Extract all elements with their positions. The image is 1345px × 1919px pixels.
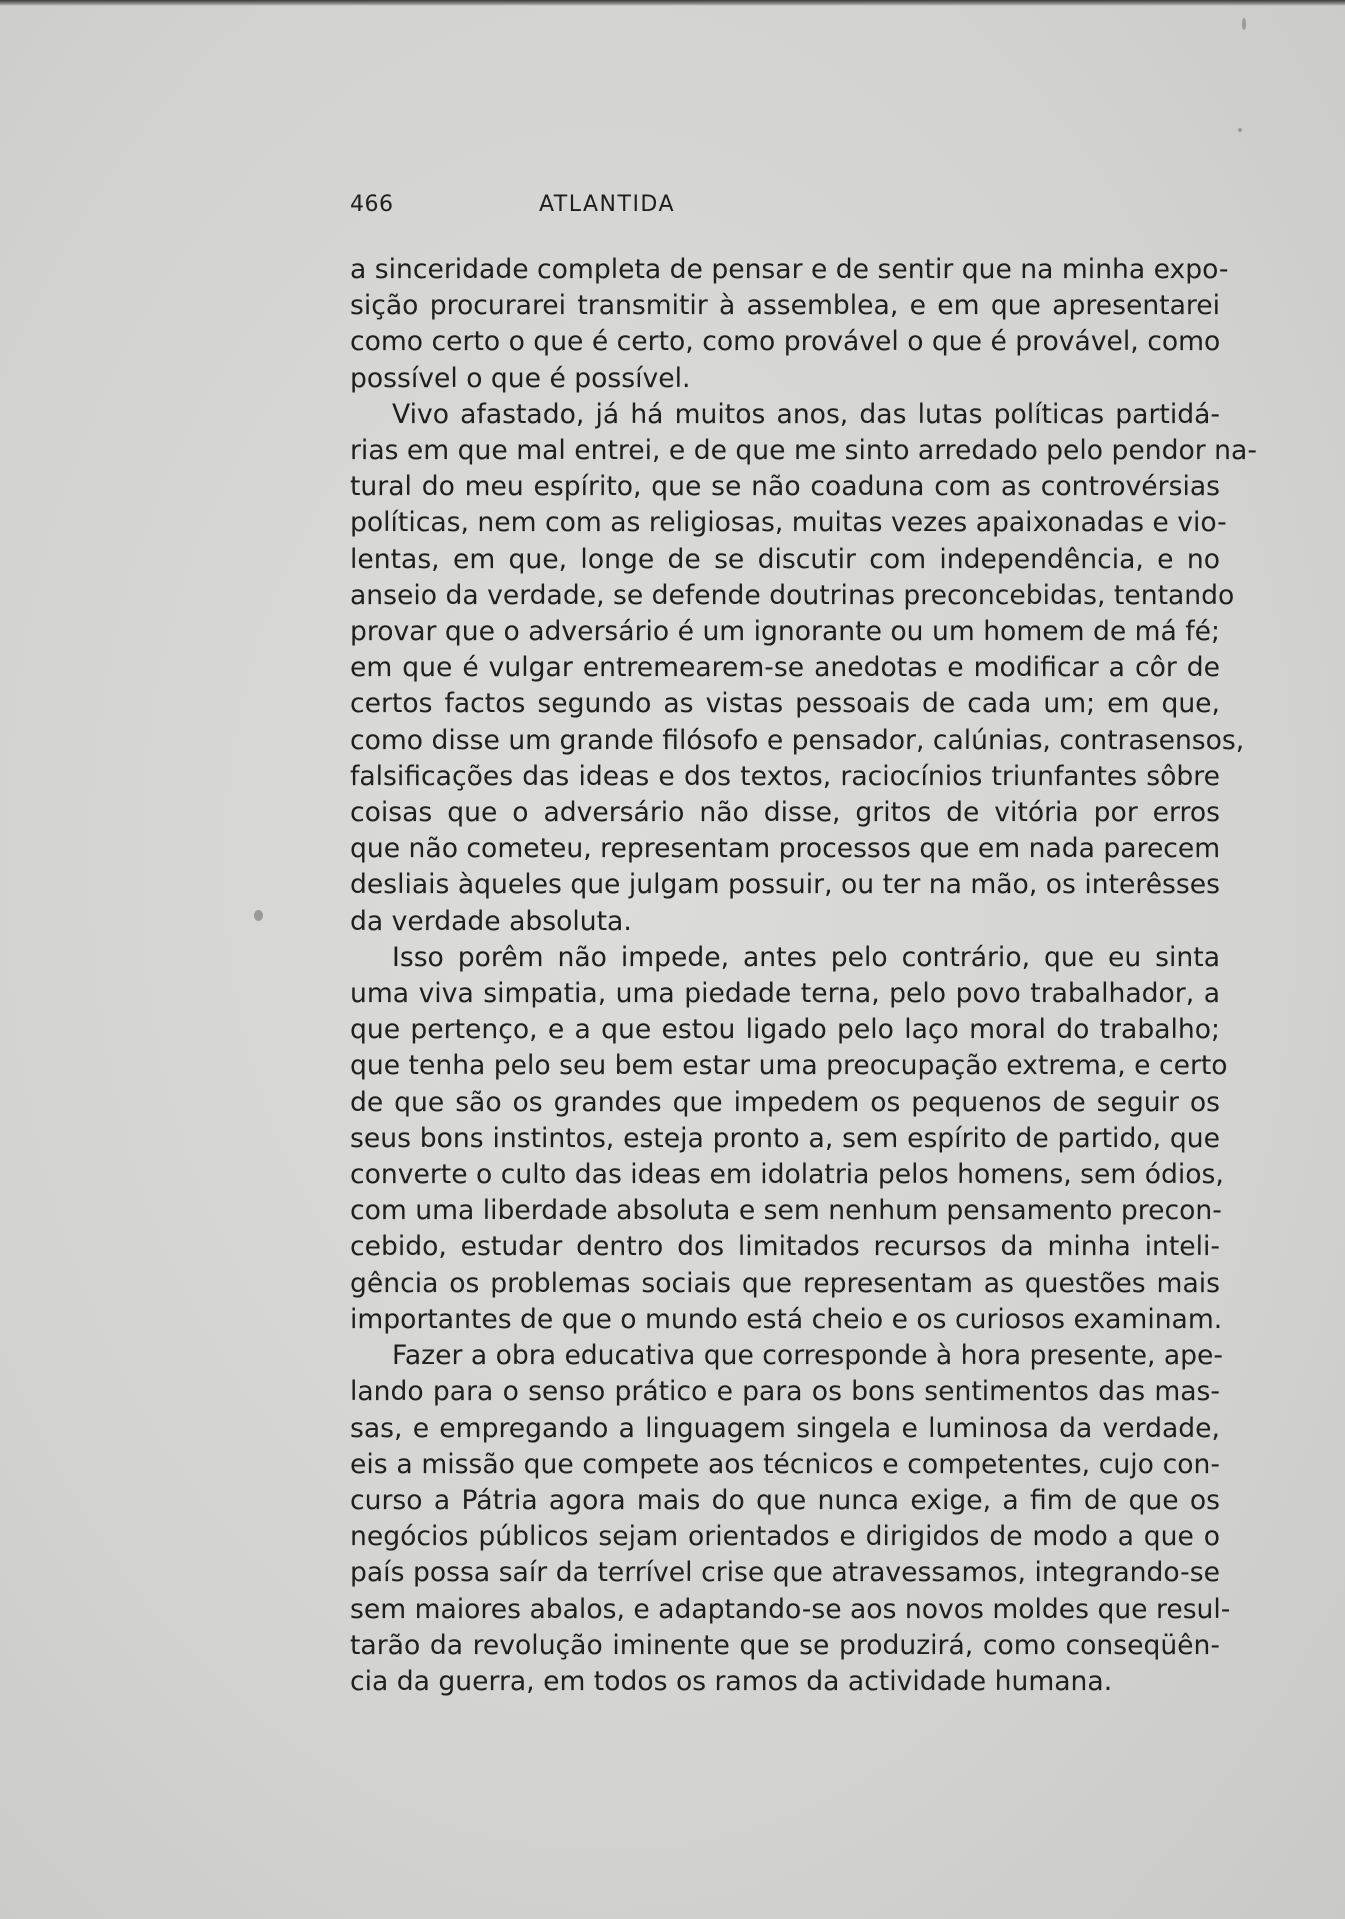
text-line: anseio da verdade, se defende doutrinas preconcebidas, tentando (350, 579, 1235, 611)
text-line: curso a Pátria agora mais do que nunca exige, a fim de que os (350, 1484, 1220, 1516)
text-line: Vivo afastado, já há muitos anos, das lutas políticas partidá- (392, 398, 1220, 430)
ink-speck (1238, 128, 1242, 132)
text-line: sas, e empregando a linguagem singela e luminosa da verdade, (350, 1412, 1220, 1444)
page-number: 466 (350, 192, 394, 217)
running-title: ATLANTIDA (538, 192, 676, 217)
text-line: tural do meu espírito, que se não coaduna com as controvérsias (350, 471, 1220, 503)
text-line: que tenha pelo seu bem estar uma preocupação extrema, e certo (350, 1050, 1228, 1082)
paragraph (350, 940, 1228, 1338)
ink-speck (1242, 18, 1246, 30)
text-line: em que é vulgar entremearem-se anedotas e modificar a côr de (350, 652, 1220, 684)
text-line: a sinceridade completa de pensar e de sentir que na minha expo- (350, 254, 1229, 285)
body-text (350, 252, 1257, 1700)
paragraph (350, 397, 1257, 940)
text-line: que pertenço, e a que estou ligado pelo laço moral do trabalho; (350, 1014, 1220, 1046)
text-line: da verdade absoluta. (350, 905, 632, 937)
text-line: coisas que o adversário não disse, gritos de vitória por erros (350, 797, 1220, 829)
text-line: cebido, estudar dentro dos limitados recursos da minha inteli- (350, 1231, 1220, 1263)
text-line: converte o culto das ideas em idolatria pelos homens, sem ódios, (350, 1159, 1224, 1191)
text-line: gência os problemas sociais que representam as questões mais (350, 1267, 1220, 1299)
text-line: Isso porêm não impede, antes pelo contrário, que eu sinta (392, 941, 1220, 973)
text-line: tarão da revolução iminente que se produzirá, como conseqüên- (350, 1629, 1220, 1661)
text-line: de que são os grandes que impedem os pequenos de seguir os (350, 1086, 1220, 1118)
text-line: como certo o que é certo, como provável o que é provável, como (350, 326, 1221, 358)
text-line: com uma liberdade absoluta e sem nenhum pensamento precon- (350, 1195, 1222, 1227)
text-line: possível o que é possível. (350, 362, 691, 394)
text-line: sem maiores abalos, e adaptando-se aos novos moldes que resul- (350, 1593, 1231, 1625)
text-line: eis a missão que compete aos técnicos e competentes, cujo con- (350, 1448, 1220, 1480)
text-line: Fazer a obra educativa que corresponde à hora presente, ape- (392, 1340, 1223, 1372)
text-line: falsificações das ideas e dos textos, raciocínios triunfantes sôbre (350, 760, 1220, 792)
text-line: sição procurarei transmitir à assemblea, e em que apresentarei (350, 290, 1220, 322)
text-line: certos factos segundo as vistas pessoais de cada um; em que, (350, 688, 1220, 720)
ink-speck (254, 910, 263, 921)
text-line: uma viva simpatia, uma piedade terna, pelo povo trabalhador, a (350, 978, 1220, 1010)
text-line: negócios públicos sejam orientados e dirigidos de modo a que o (350, 1521, 1220, 1553)
text-line: seus bons instintos, esteja pronto a, sem espírito de partido, que (350, 1122, 1220, 1154)
text-line: como disse um grande filósofo e pensador, calúnias, contrasensos, (350, 724, 1245, 756)
text-line: políticas, nem com as religiosas, muitas vezes apaixonadas e vio- (350, 507, 1227, 539)
text-line: que não cometeu, representam processos que em nada parecem (350, 833, 1221, 865)
text-line: desliais àqueles que julgam possuir, ou ter na mão, os interêsses (350, 869, 1220, 901)
page-header (350, 188, 864, 222)
text-line: rias em que mal entrei, e de que me sinto arredado pelo pendor na- (350, 435, 1257, 467)
paragraph (350, 252, 1229, 397)
text-line: país possa saír da terrível crise que atravessamos, integrando-se (350, 1557, 1220, 1589)
text-line: lando para o senso prático e para os bons sentimentos das mas- (350, 1376, 1220, 1408)
page-top-edge (0, 0, 1345, 6)
text-line: lentas, em que, longe de se discutir com independência, e no (350, 543, 1220, 575)
text-line: importantes de que o mundo está cheio e os curiosos examinam. (350, 1303, 1223, 1335)
text-line: cia da guerra, em todos os ramos da actividade humana. (350, 1665, 1113, 1697)
text-line: provar que o adversário é um ignorante ou um homem de má fé; (350, 616, 1220, 648)
paragraph (350, 1338, 1231, 1700)
